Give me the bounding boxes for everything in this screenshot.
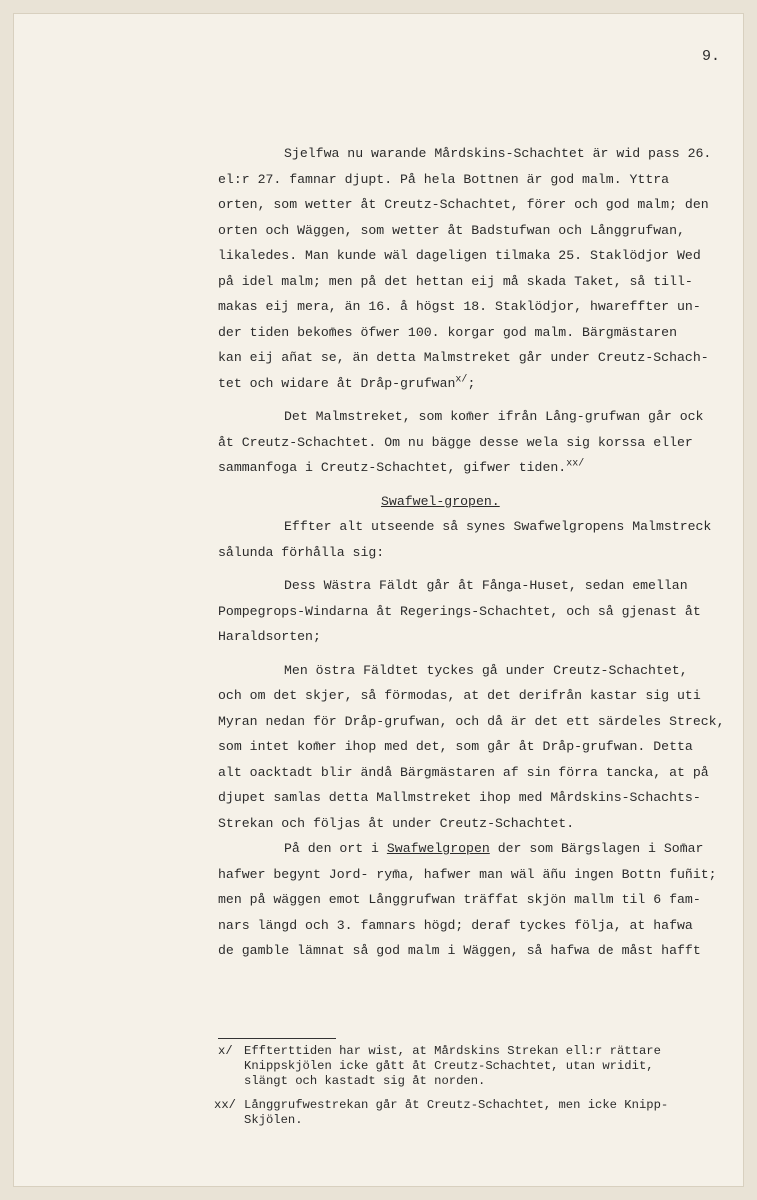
- text-line: makas eij mera, än 16. å högst 18. Staklödjor, hwareffter un-: [218, 299, 701, 314]
- text-line: de gamble lämnat så god malm i Wäggen, så hafwa de måst hafft: [218, 943, 701, 958]
- text-span: der som Bärgslagen i Som̄ar: [489, 841, 704, 856]
- text-line: der tiden bekom̄es öfwer 100. korgar god malm. Bärgmästaren: [218, 324, 677, 340]
- footnote-mark: xx/: [214, 1098, 236, 1112]
- text-line: orten, som wetter åt Creutz-Schachtet, förer och god malm; den: [218, 197, 709, 212]
- text-line: Men östra Fäldtet tyckes gå under Creutz-Schachtet,: [284, 662, 688, 678]
- footnote-line: slängt och kastadt sig åt norden.: [244, 1074, 486, 1088]
- text-line: [218, 455, 748, 481]
- text-span: På den ort i: [284, 841, 387, 856]
- underlined-term: Swafwelgropen: [386, 841, 490, 856]
- text-line: Dess Wästra Fäldt går åt Fånga-Huset, sedan emellan: [284, 578, 688, 593]
- text-line: el:r 27. famnar djupt. På hela Bottnen är god malm. Yttra: [218, 171, 670, 187]
- footnote-ref-1: x/: [455, 374, 468, 386]
- text-line: och om det skjer, så förmodas, at det derifrån kastar sig uti: [218, 688, 701, 703]
- text-line: Strekan och följas åt under Creutz-Schachtet.: [218, 815, 575, 831]
- footnotes: [214, 1044, 748, 1128]
- text-line: kan eij añat se, än detta Malmstreket går under Creutz-Schach-: [218, 350, 709, 365]
- footnote-line: Långgrufwestrekan går åt Creutz-Schachtet, men icke Knipp-: [244, 1098, 669, 1112]
- footnote-mark: x/: [218, 1044, 233, 1058]
- text-line: nars längd och 3. famnars högd; deraf tyckes följa, at hafwa: [218, 917, 693, 933]
- text-span: tet och widare åt Dråp-grufwan: [218, 375, 456, 391]
- text-line: på idel malm; men på det hettan eij må skada Taket, så till-: [218, 273, 693, 289]
- text-line: Effter alt utseende så synes Swafwelgropens Malmstreck: [284, 519, 712, 534]
- text-line: [218, 371, 748, 397]
- text-line: [218, 836, 748, 862]
- text-span: sammanfoga i Creutz-Schachtet, gifwer tiden.: [218, 460, 567, 475]
- document-page: [14, 14, 743, 1186]
- text-line: hafwer begynt Jord- rym̄a, hafwer man wäl äñu ingen Bottn fuñit;: [218, 866, 717, 882]
- text-line: orten och Wäggen, som wetter åt Badstufwan och Långgrufwan,: [218, 222, 685, 238]
- text-span: ;: [467, 375, 476, 391]
- footnote-line: Knippskjölen icke gått åt Creutz-Schachtet, utan wridit,: [244, 1059, 654, 1073]
- footnote-ref-2: xx/: [566, 458, 585, 470]
- text-line: likaledes. Man kunde wäl dageligen tilmaka 25. Staklödjor Wed: [218, 248, 701, 263]
- text-line: åt Creutz-Schachtet. Om nu bägge desse wela sig korssa eller: [218, 434, 693, 450]
- text-line: djupet samlas detta Mallmstreket ihop med Mårdskins-Schachts-: [218, 790, 701, 805]
- footnote-line: Effterttiden har wist, at Mårdskins Strekan ell:r rättare: [244, 1044, 661, 1058]
- text-line: Myran nedan för Dråp-grufwan, och då är det ett särdeles Streck,: [218, 713, 725, 729]
- text-line: alt oacktadt blir ändå Bärgmästaren af sin förra tancka, at på: [218, 764, 709, 780]
- text-line: men på wäggen emot Långgrufwan träffat skjön mallm til 6 fam-: [218, 892, 701, 907]
- footnote-2: [214, 1098, 748, 1128]
- text-line: Sjelfwa nu warande Mårdskins-Schachtet är wid pass 26.: [284, 146, 712, 161]
- text-line: som intet kom̄er ihop med det, som går åt Dråp-grufwan. Detta: [218, 739, 693, 754]
- text-line: Det Malmstreket, som kom̄er ifrån Lång-grufwan går ock: [284, 409, 704, 424]
- footnote-divider: [218, 1038, 336, 1039]
- text-line: Haraldsorten;: [218, 629, 321, 644]
- body-text: [218, 141, 748, 964]
- page-number: 9.: [702, 48, 721, 65]
- footnote-1: [218, 1044, 748, 1089]
- footnote-line: Skjölen.: [244, 1113, 303, 1127]
- section-heading: Swafwel-gropen.: [381, 493, 500, 509]
- text-line: sålunda förhålla sig:: [218, 544, 385, 560]
- text-line: Pompegrops-Windarna åt Regerings-Schachtet, och så gjenast åt: [218, 603, 701, 619]
